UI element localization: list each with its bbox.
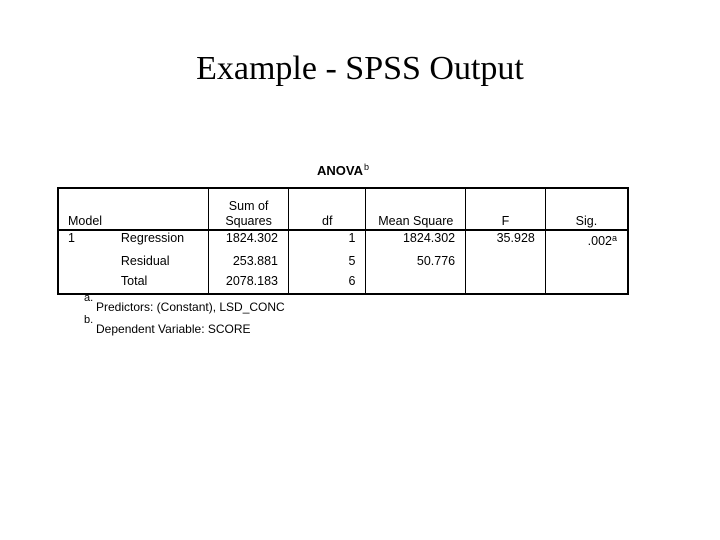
cell-mean-square: 50.776 [366,249,466,269]
cell-sum-of-squares: 253.881 [209,249,289,269]
footnote-mark: a. [84,292,94,304]
footnote-text: Predictors: (Constant), LSD_CONC [96,300,285,314]
sig-footnote-mark: a [611,233,617,243]
table-row-regression [58,230,628,249]
header-source [113,188,209,230]
cell-mean-square [366,269,466,294]
cell-f: 35.928 [466,230,546,249]
table-row-total [58,269,628,294]
header-sig: Sig. [545,188,628,230]
cell-sig [545,249,628,269]
cell-f [466,269,546,294]
cell-mean-square: 1824.302 [366,230,466,249]
cell-df: 1 [289,230,366,249]
table-row-residual [58,249,628,269]
cell-source: Total [113,269,209,294]
header-df: df [289,188,366,230]
header-row [58,188,628,230]
slide-title: Example - SPSS Output [196,50,524,87]
cell-source: Residual [120,254,170,268]
header-mean-square: Mean Square [366,188,466,230]
cell-df: 6 [289,269,366,294]
footnote-mark: b. [84,314,94,326]
anova-title-footnote-mark: b [363,162,369,172]
cell-source: Regression [120,231,185,245]
cell-model [58,249,113,269]
cell-sum-of-squares: 2078.183 [209,269,289,294]
anova-title-text: ANOVA [317,163,363,178]
cell-f [466,249,546,269]
cell-sum-of-squares: 1824.302 [209,230,289,249]
cell-model: 1 [58,230,113,249]
cell-sig: .002$^a$ [545,230,628,249]
cell-sig [545,269,628,294]
anova-title [57,162,629,178]
header-sum-of-squares: Sum of Squares [209,188,289,230]
anova-table [57,187,629,295]
footnote-text: Dependent Variable: SCORE [96,322,251,336]
header-f: F [466,188,546,230]
header-model: Model [58,188,113,230]
cell-df: 5 [289,249,366,269]
cell-model [58,269,113,294]
